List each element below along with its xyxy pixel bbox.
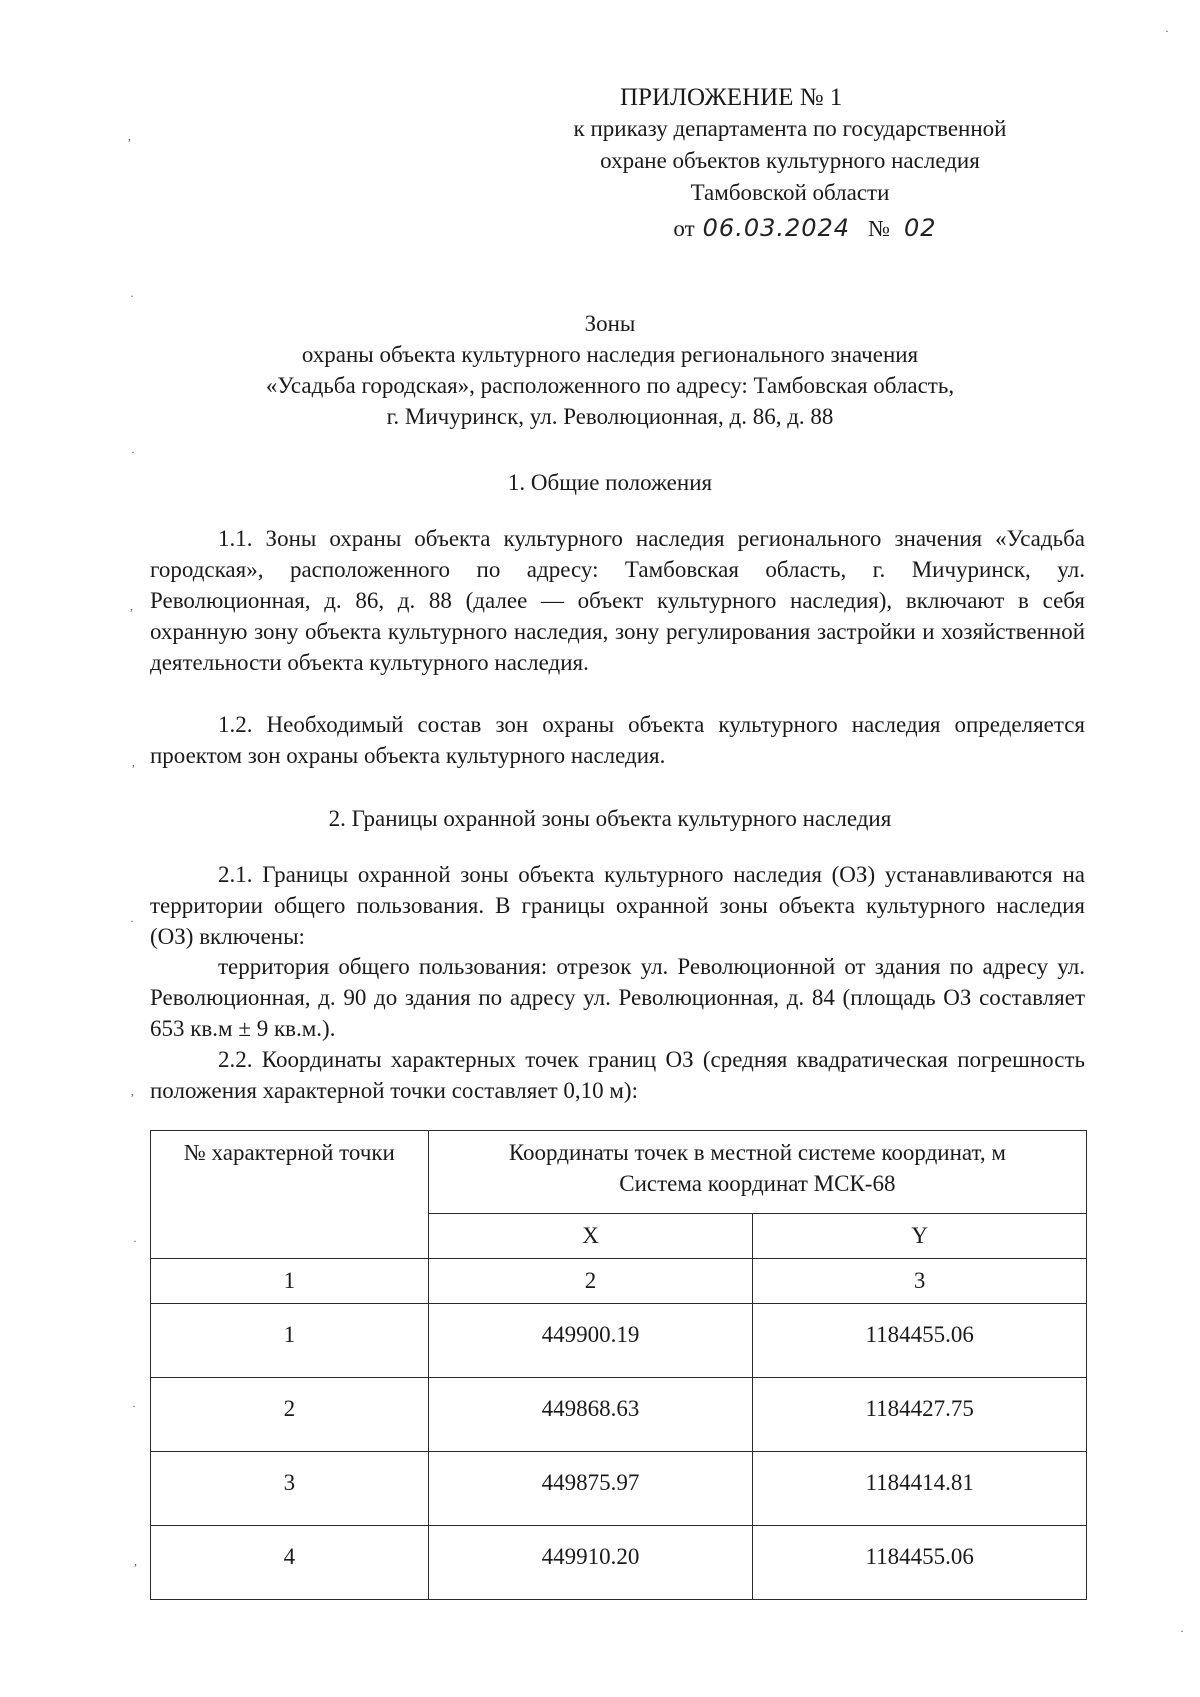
x-coordinate-cell: 449875.97 [428,1452,753,1526]
paragraph-1-1: 1.1. Зоны охраны объекта культурного наследия регионального значения «Усадьба городская», расположенного по адресу: Тамбовская область, г. Мичуринск, ул. Революционная, д. 86, д. 88 (далее — объект культурного наследия), включают в себя охранную зону объекта культурного наследия, зону регулирования застройки и хозяйственной деятельности объекта культурного наследия. [150,526,1085,675]
appendix-line-3: Тамбовской области [690,180,890,205]
number-prefix: № [868,216,891,241]
index-cell: 1 [151,1259,429,1304]
header-point-number: № характерной точки [151,1131,429,1259]
paragraph-1-2: 1.2. Необходимый состав зон охраны объекта культурного наследия определяется проектом зон охраны объекта культурного наследия. [150,712,1085,768]
handwritten-number: 02 [904,214,937,242]
scan-speck: , [130,599,133,613]
coordinates-table [150,1130,1087,1600]
title-line-4: г. Мичуринск, ул. Революционная, д. 86, д. 88 [386,404,834,429]
appendix-line-1: к приказу департамента по государственной [573,116,1007,141]
title-line-3: «Усадьба городская», расположенного по адресу: Тамбовская область, [265,373,955,398]
scan-speck: · [130,914,134,928]
scan-speck: · [131,445,135,459]
header-x: X [428,1214,753,1259]
x-coordinate-cell: 449868.63 [428,1378,753,1452]
y-coordinate-cell: 1184455.06 [753,1526,1087,1600]
paragraph-2-1-territory: территория общего пользования: отрезок ул. Революционной от здания по адресу ул. Революционная, д. 90 до здания по адресу ул. Революционная, д. 84 (площадь ОЗ составляет 653 кв.м ± 9 кв.м.). [150,954,1085,1041]
table-index-row [151,1259,1087,1304]
table-row [151,1378,1087,1452]
table-row [151,1452,1087,1526]
appendix-date-line [550,211,1060,246]
title-line-1: Зоны [584,311,636,336]
document-title [150,308,1070,432]
appendix-header [520,83,1060,246]
y-coordinate-cell: 1184427.75 [753,1378,1087,1452]
table-row [151,1526,1087,1600]
date-prefix: от [673,216,695,241]
section-2-heading: 2. Границы охранной зоны объекта культурного наследия [328,806,892,831]
scan-speck: , [131,1084,134,1098]
table-row [151,1304,1087,1378]
header-coordinates-line-1: Координаты точек в местной системе координат, м [508,1140,1006,1165]
scan-speck: · [130,289,134,303]
header-coordinates [428,1131,1086,1214]
point-number-cell: 4 [151,1526,429,1600]
paragraph-2-1: 2.1. Границы охранной зоны объекта культурного наследия (ОЗ) устанавливаются на территории общего пользования. В границы охранной зоны объекта культурного наследия (ОЗ) включены: [150,862,1085,949]
section-1-heading: 1. Общие положения [507,470,713,495]
title-line-2: охраны объекта культурного наследия регионального значения [301,342,919,367]
scan-speck: · [133,1234,137,1248]
scan-speck: · [1165,24,1169,38]
point-number-cell: 1 [151,1304,429,1378]
x-coordinate-cell: 449900.19 [428,1304,753,1378]
scan-speck: , [128,129,131,143]
point-number-cell: 2 [151,1378,429,1452]
scan-speck: · [132,1399,136,1413]
handwritten-date: 06.03.2024 [702,214,851,242]
appendix-title: ПРИЛОЖЕНИЕ № 1 [620,84,843,111]
header-y: Y [753,1214,1087,1259]
paragraph-2-2: 2.2. Координаты характерных точек границ ОЗ (средняя квадратическая погрешность положения характерной точки составляет 0,10 м): [150,1047,1085,1103]
y-coordinate-cell: 1184455.06 [753,1304,1087,1378]
scan-speck: , [132,755,135,769]
index-cell: 2 [428,1259,753,1304]
x-coordinate-cell: 449910.20 [428,1526,753,1600]
y-coordinate-cell: 1184414.81 [753,1452,1087,1526]
index-cell: 3 [753,1259,1087,1304]
scan-speck: · [1180,1624,1184,1638]
table-header-row [151,1131,1087,1214]
scan-speck: , [134,1554,137,1568]
header-coordinates-line-2: Система координат МСК-68 [619,1171,896,1196]
appendix-line-2: охране объектов культурного наследия [600,148,980,173]
point-number-cell: 3 [151,1452,429,1526]
